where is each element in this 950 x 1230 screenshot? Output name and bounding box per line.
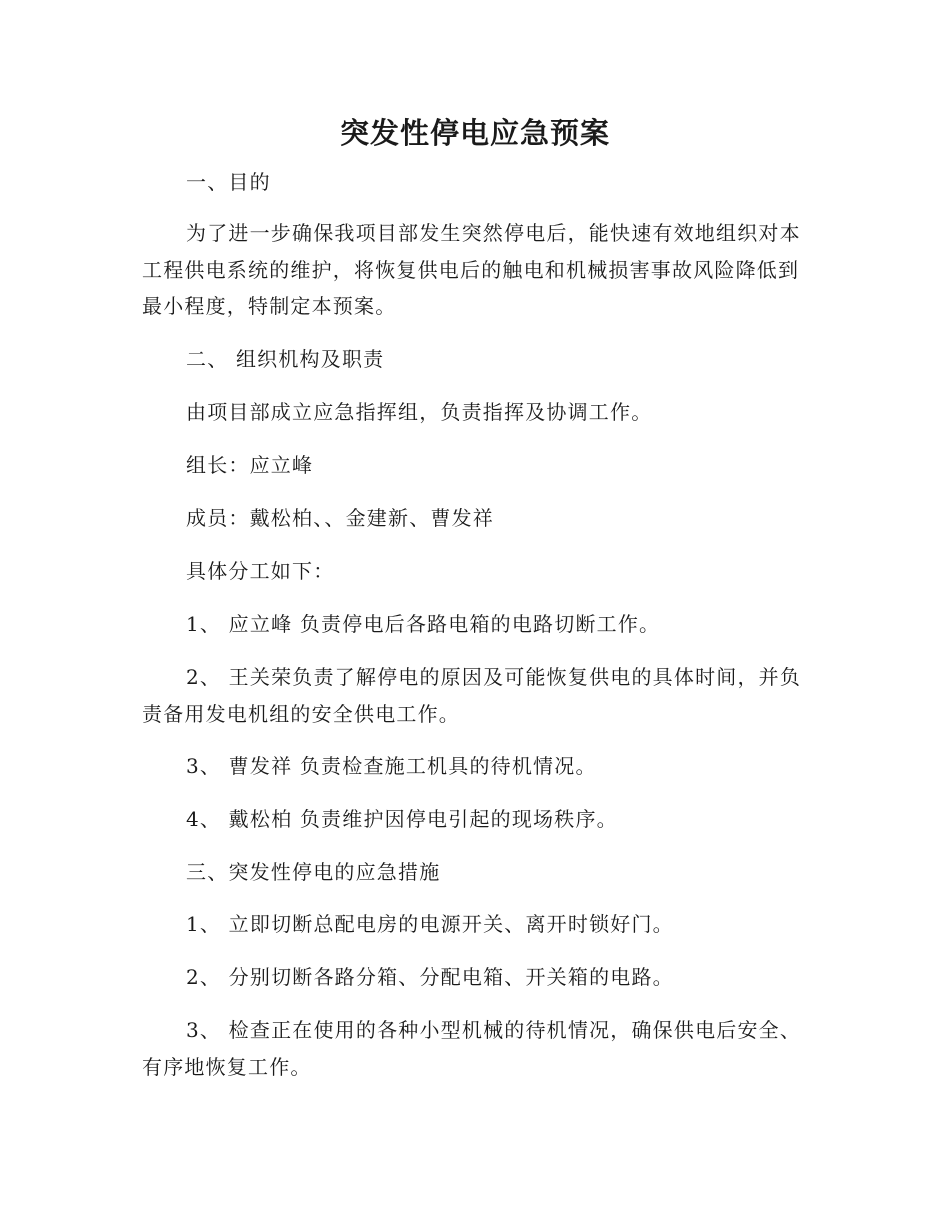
section-heading-measures: 三、突发性停电的应急措施 <box>186 860 441 884</box>
measure-item-3: 3、 检查正在使用的各种小型机械的待机情况，确保供电后安全、有序地恢复工作。 <box>142 1018 802 1079</box>
division-of-work-heading: 具体分工如下： <box>186 559 335 583</box>
members-line: 成员：戴松柏、、金建新、曹发祥 <box>186 506 494 530</box>
measure-item-1: 1、 立即切断总配电房的电源开关、离开时锁好门。 <box>186 912 674 936</box>
section-heading-purpose: 一、目的 <box>186 170 271 194</box>
measure-item-2: 2、 分别切断各路分箱、分配电箱、开关箱的电路。 <box>186 965 674 989</box>
group-leader-line: 组长：应立峰 <box>186 453 314 477</box>
command-group-paragraph: 由项目部成立应急指挥组，负责指挥及协调工作。 <box>186 400 653 424</box>
duty-item-2: 2、 王关荣负责了解停电的原因及可能恢复供电的具体时间，并负责备用发电机组的安全供电工作。 <box>142 665 802 726</box>
duty-item-1: 1、 应立峰 负责停电后各路电箱的电路切断工作。 <box>186 612 661 636</box>
section-heading-organization: 二、 组织机构及职责 <box>186 347 385 371</box>
duty-item-3: 3、 曹发祥 负责检查施工机具的待机情况。 <box>186 754 597 778</box>
document-title: 突发性停电应急预案 <box>339 116 610 150</box>
purpose-paragraph: 为了进一步确保我项目部发生突然停电后，能快速有效地组织对本工程供电系统的维护，将恢复供电后的触电和机械损害事故风险降低到最小程度，特制定本预案。 <box>142 221 801 318</box>
duty-item-4: 4、 戴松柏 负责维护因停电引起的现场秩序。 <box>186 807 618 831</box>
